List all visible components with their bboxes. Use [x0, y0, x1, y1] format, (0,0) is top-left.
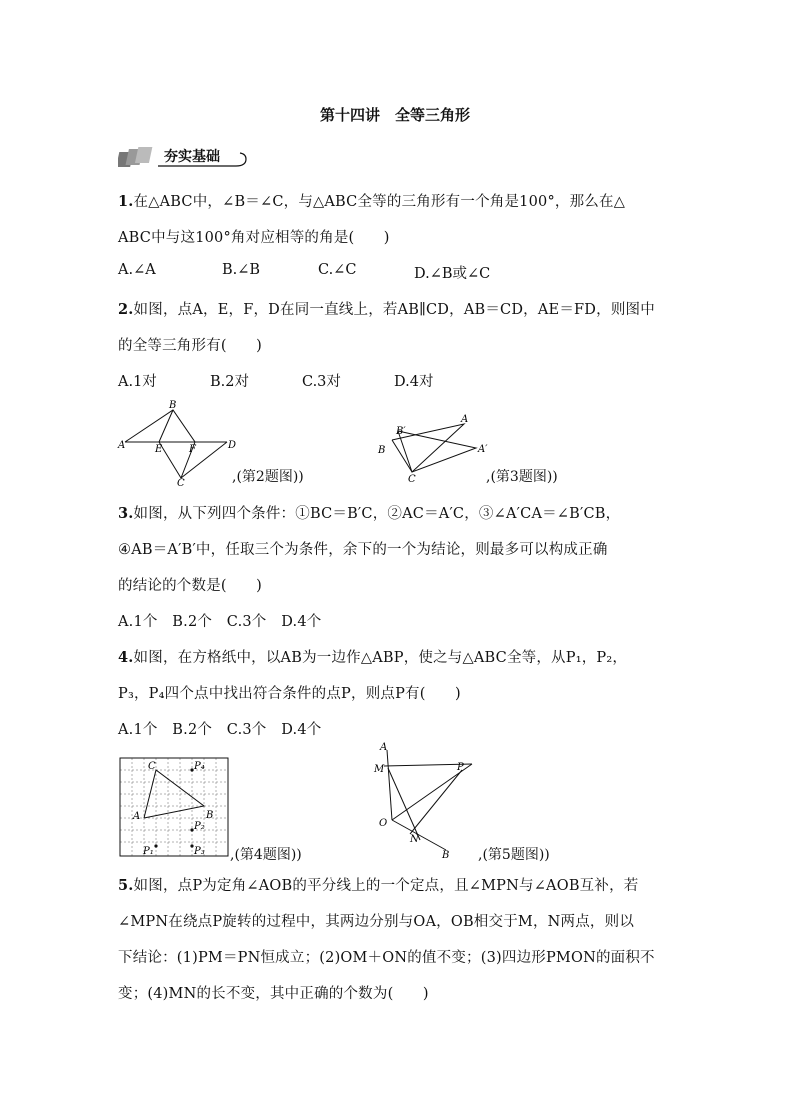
q1-option-d: D.∠B或∠C [414, 266, 491, 282]
q2-option-d: D.4对 [394, 374, 434, 390]
figure-q4 [118, 756, 230, 860]
q5-line4: 变；(4)MN的长不变，其中正确的个数为( ) [118, 986, 429, 1002]
fig5-label-o: O [379, 818, 388, 829]
fig3-caption: ,(第3题图)) [486, 469, 558, 485]
fig5-caption: ,(第5题图)) [478, 847, 550, 863]
q5-line1: 5.如图，点P为定角∠AOB的平分线上的一个定点，且∠MPN与∠AOB互补，若 [118, 877, 639, 894]
fig4-label-p2: P₂ [194, 821, 205, 832]
page-title: 第十四讲 全等三角形 [319, 106, 470, 124]
q3-line2: ④AB＝A′B′中，任取三个为条件，余下的一个为结论，则最多可以构成正确 [118, 542, 608, 558]
fig4-label-p3: P₃ [194, 846, 205, 857]
q3-options: A.1个 B.2个 C.3个 D.4个 [118, 614, 322, 630]
fig2-caption: ,(第2题图)) [232, 469, 304, 485]
q4-line1: 4.如图，在方格纸中，以AB为一边作△ABP，使之与△ABC全等，从P₁，P₂， [118, 649, 628, 666]
fig5-label-b: B [442, 850, 450, 861]
fig4-label-a: A [133, 811, 141, 822]
section-header [118, 144, 248, 170]
q3-line3: 的结论的个数是( ) [118, 578, 263, 594]
fig2-label-f: F [189, 444, 196, 455]
q1-option-c: C.∠C [318, 262, 357, 278]
q2-line2: 的全等三角形有( ) [118, 338, 263, 354]
q5-line2: ∠MPN在绕点P旋转的过程中，其两边分别与OA，OB相交于M，N两点，则以 [118, 914, 635, 930]
fig3-label-a-prime: A′ [478, 444, 488, 455]
q1-option-b: B.∠B [222, 262, 261, 278]
fig4-label-c: C [148, 761, 156, 772]
q3-line1: 3.如图，从下列四个条件：①BC＝B′C，②AC＝A′C，③∠A′CA＝∠B′CB， [118, 505, 621, 522]
q2-option-b: B.2对 [210, 374, 249, 390]
fig3-label-b: B [378, 445, 386, 456]
q2-option-c: C.3对 [302, 374, 341, 390]
fig2-label-d: D [228, 440, 237, 451]
fig2-label-a: A [118, 440, 126, 451]
q4-options: A.1个 B.2个 C.3个 D.4个 [118, 722, 322, 738]
fig2-label-c: C [177, 478, 185, 488]
figure-q3 [372, 410, 502, 482]
fig3-label-a: A [461, 414, 469, 425]
q1-line1: 1.在△ABC中，∠B＝∠C，与△ABC全等的三角形有一个角是100°，那么在△ [118, 193, 626, 210]
fig5-label-m: M [374, 764, 385, 775]
fig4-label-p4: P₄ [194, 761, 205, 772]
fig5-label-n: N [410, 834, 419, 845]
q2-line1: 2.如图，点A，E，F，D在同一直线上，若AB∥CD，AB＝CD，AE＝FD，则图中 [118, 301, 655, 318]
fig4-label-p1: P₁ [143, 846, 154, 857]
figure-q5 [370, 740, 482, 862]
q4-line2: P₃，P₄四个点中找出符合条件的点P，则点P有( ) [118, 686, 461, 702]
fig2-label-e: E [155, 444, 163, 455]
fig4-caption: ,(第4题图)) [230, 847, 302, 863]
figure-q2 [115, 398, 245, 488]
fig3-label-c: C [408, 474, 416, 482]
fig3-label-b-prime: B′ [396, 426, 406, 437]
fig5-label-p: P [457, 762, 464, 773]
q1-option-a: A.∠A [118, 262, 156, 278]
q5-line3: 下结论：(1)PM＝PN恒成立；(2)OM＋ON的值不变；(3)四边形PMON的面积不 [118, 950, 655, 966]
section-title: 夯实基础 [164, 149, 220, 165]
fig5-label-a: A [380, 742, 388, 753]
q1-line2: ABC中与这100°角对应相等的角是( ) [118, 230, 390, 246]
fig2-label-b: B [169, 400, 177, 411]
fig4-label-b: B [206, 810, 214, 821]
q2-option-a: A.1对 [118, 374, 157, 390]
